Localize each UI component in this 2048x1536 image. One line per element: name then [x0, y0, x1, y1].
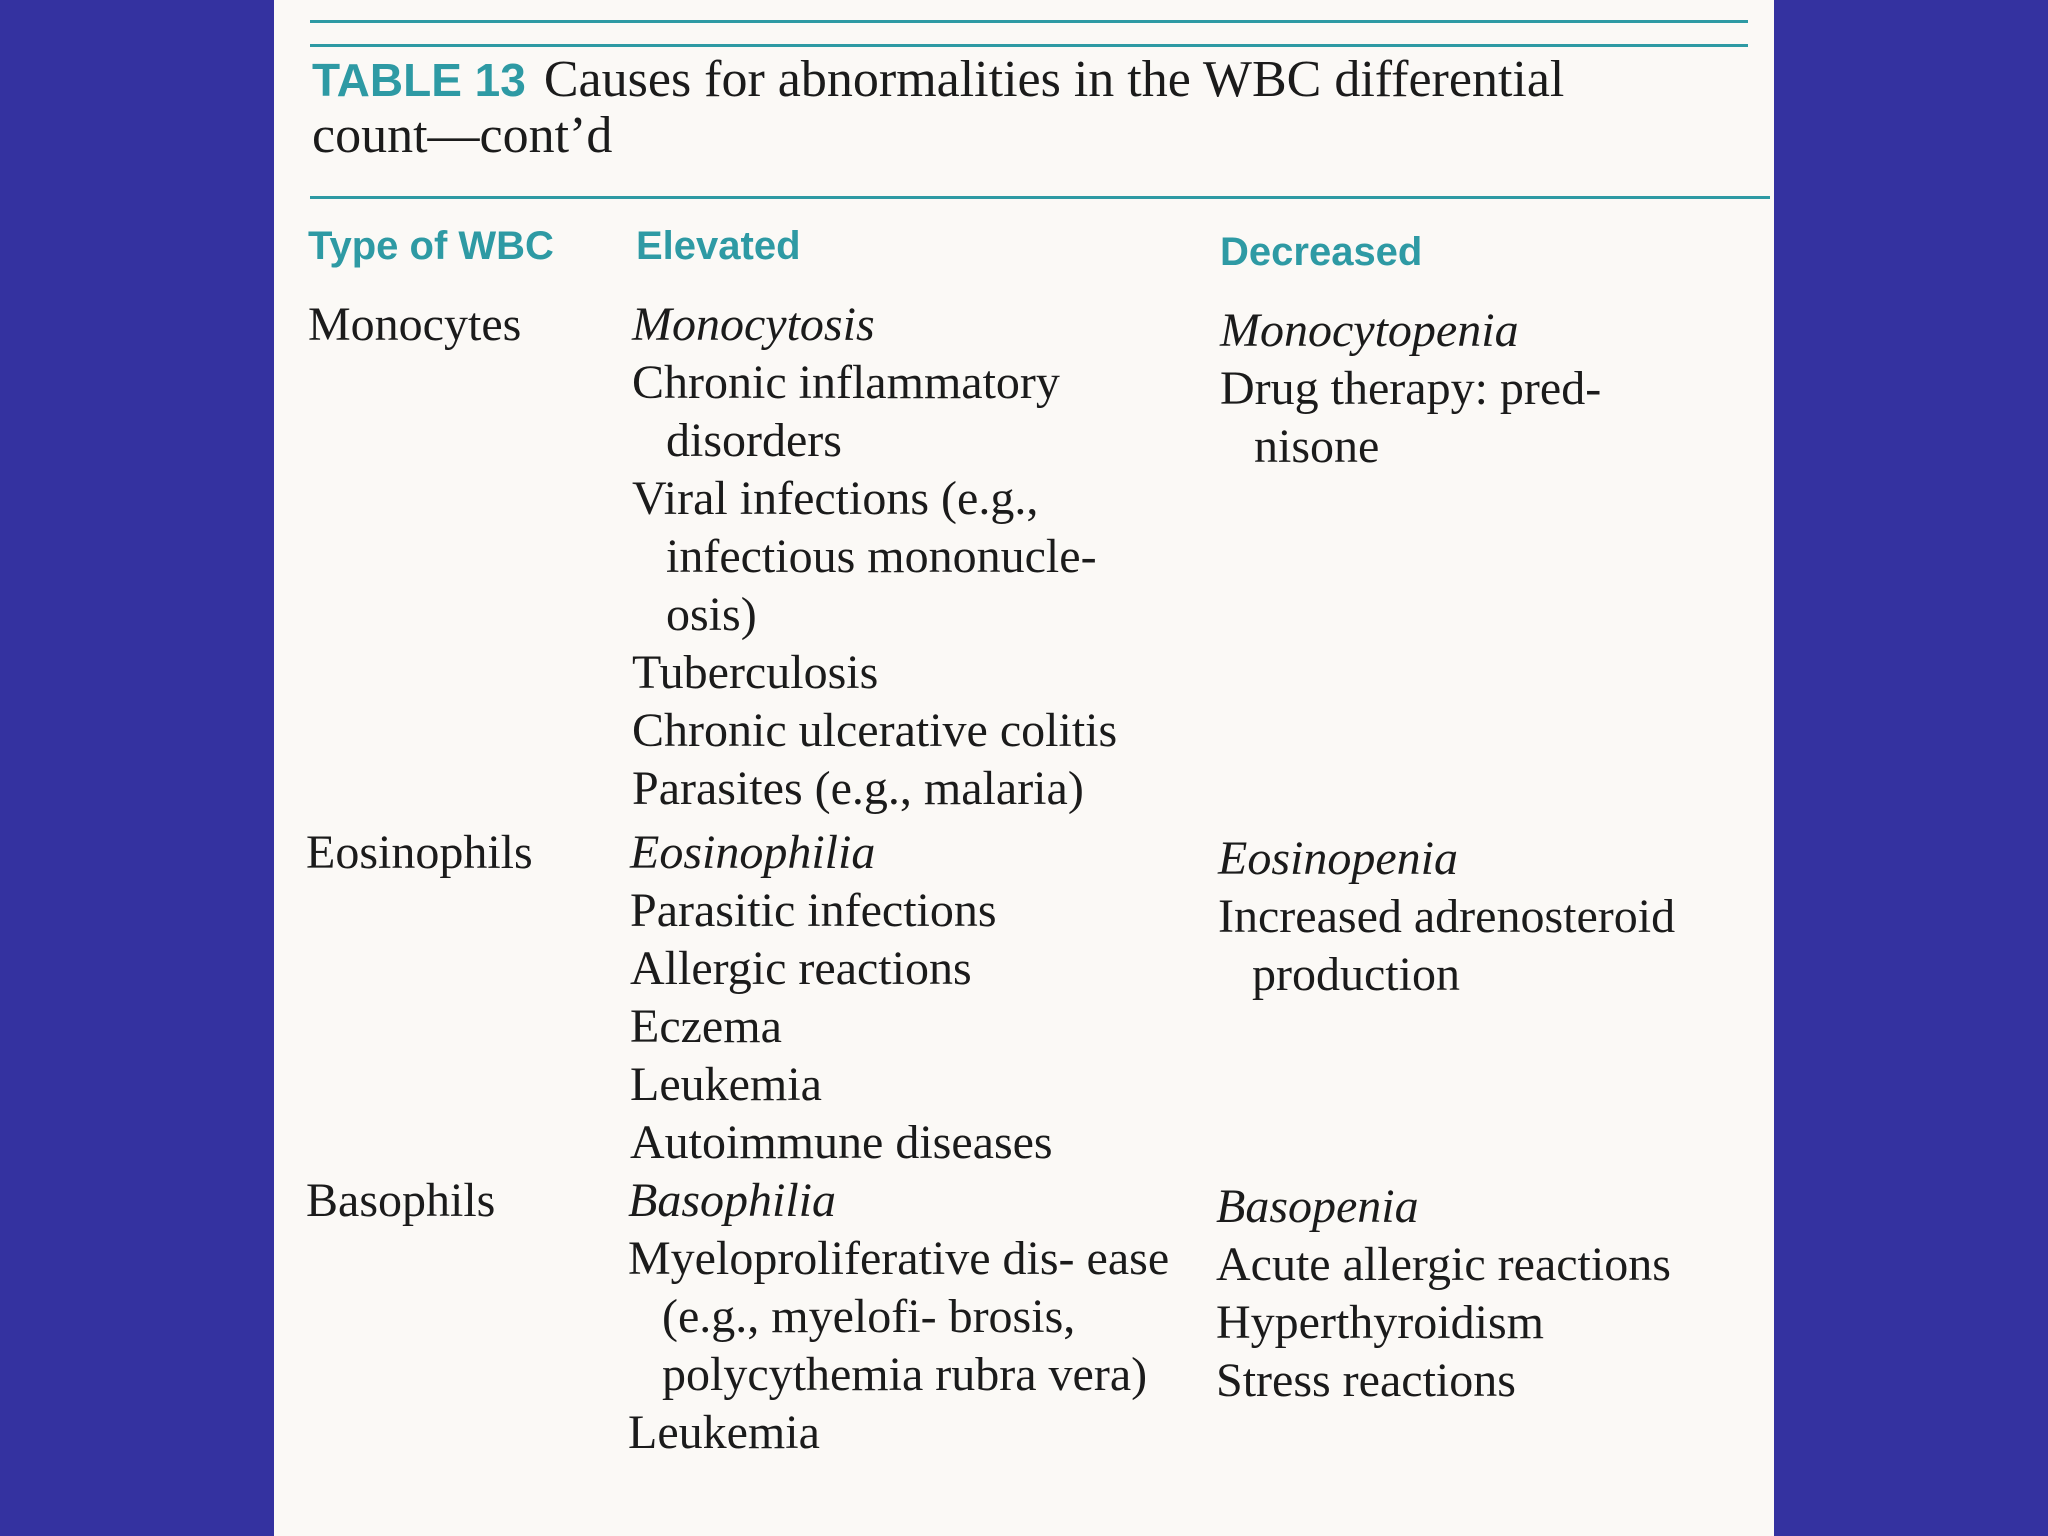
list-item: Leukemia	[630, 1058, 822, 1111]
column-header-decreased: Decreased	[1220, 230, 1423, 274]
elevated-heading: Monocytosis	[632, 298, 875, 351]
table-caption	[312, 52, 1752, 164]
caption-line-1	[312, 52, 1752, 108]
list-item: Tuberculosis	[632, 646, 879, 699]
top-rule	[310, 20, 1748, 23]
decreased-cell-eosinophils	[1218, 830, 1758, 1004]
decreased-heading: Monocytopenia	[1220, 304, 1519, 357]
list-item: Chronic ulcerative colitis	[632, 704, 1118, 757]
caption-title: Causes for abnormalities in the WBC differential	[543, 51, 1565, 108]
column-header-elevated: Elevated	[636, 224, 801, 268]
list-item: Parasites (e.g., malaria)	[632, 762, 1084, 815]
list-item: Leukemia	[628, 1406, 820, 1459]
list-item: Myeloproliferative dis- ease (e.g., myelofi- brosis, polycythemia rubra vera)	[628, 1232, 1170, 1401]
list-item: Chronic inflammatory disorders	[632, 356, 1060, 467]
list-item: Increased adrenosteroid production	[1218, 890, 1676, 1001]
elevated-heading: Basophilia	[628, 1174, 837, 1227]
elevated-heading: Eosinophilia	[630, 826, 876, 879]
row-type-monocytes: Monocytes	[308, 298, 522, 351]
table-label: TABLE 13	[312, 54, 526, 106]
elevated-cell-basophils	[628, 1172, 1178, 1462]
list-item: Drug therapy: pred- nisone	[1220, 362, 1602, 473]
elevated-cell-eosinophils	[630, 824, 1190, 1172]
list-item: Eczema	[630, 1000, 782, 1053]
decreased-heading: Eosinopenia	[1218, 832, 1458, 885]
list-item: Parasitic infections	[630, 884, 997, 937]
decreased-cell-monocytes	[1220, 302, 1700, 476]
list-item: Stress reactions	[1216, 1354, 1516, 1407]
list-item: Viral infections (e.g., infectious mononucle- osis)	[632, 472, 1097, 641]
row-type-basophils: Basophils	[306, 1174, 496, 1227]
list-item: Acute allergic reactions	[1216, 1238, 1671, 1291]
top-rule-second	[310, 44, 1748, 47]
column-header-type: Type of WBC	[308, 224, 554, 268]
list-item: Autoimmune diseases	[630, 1116, 1053, 1169]
header-rule	[310, 196, 1770, 199]
list-item: Hyperthyroidism	[1216, 1296, 1544, 1349]
list-item: Allergic reactions	[630, 942, 972, 995]
book-page	[274, 0, 1774, 1536]
elevated-cell-monocytes	[632, 296, 1192, 818]
row-type-eosinophils: Eosinophils	[306, 826, 533, 879]
decreased-cell-basophils	[1216, 1178, 1756, 1410]
decreased-heading: Basopenia	[1216, 1180, 1419, 1233]
caption-line-2: count—cont’d	[312, 107, 613, 164]
